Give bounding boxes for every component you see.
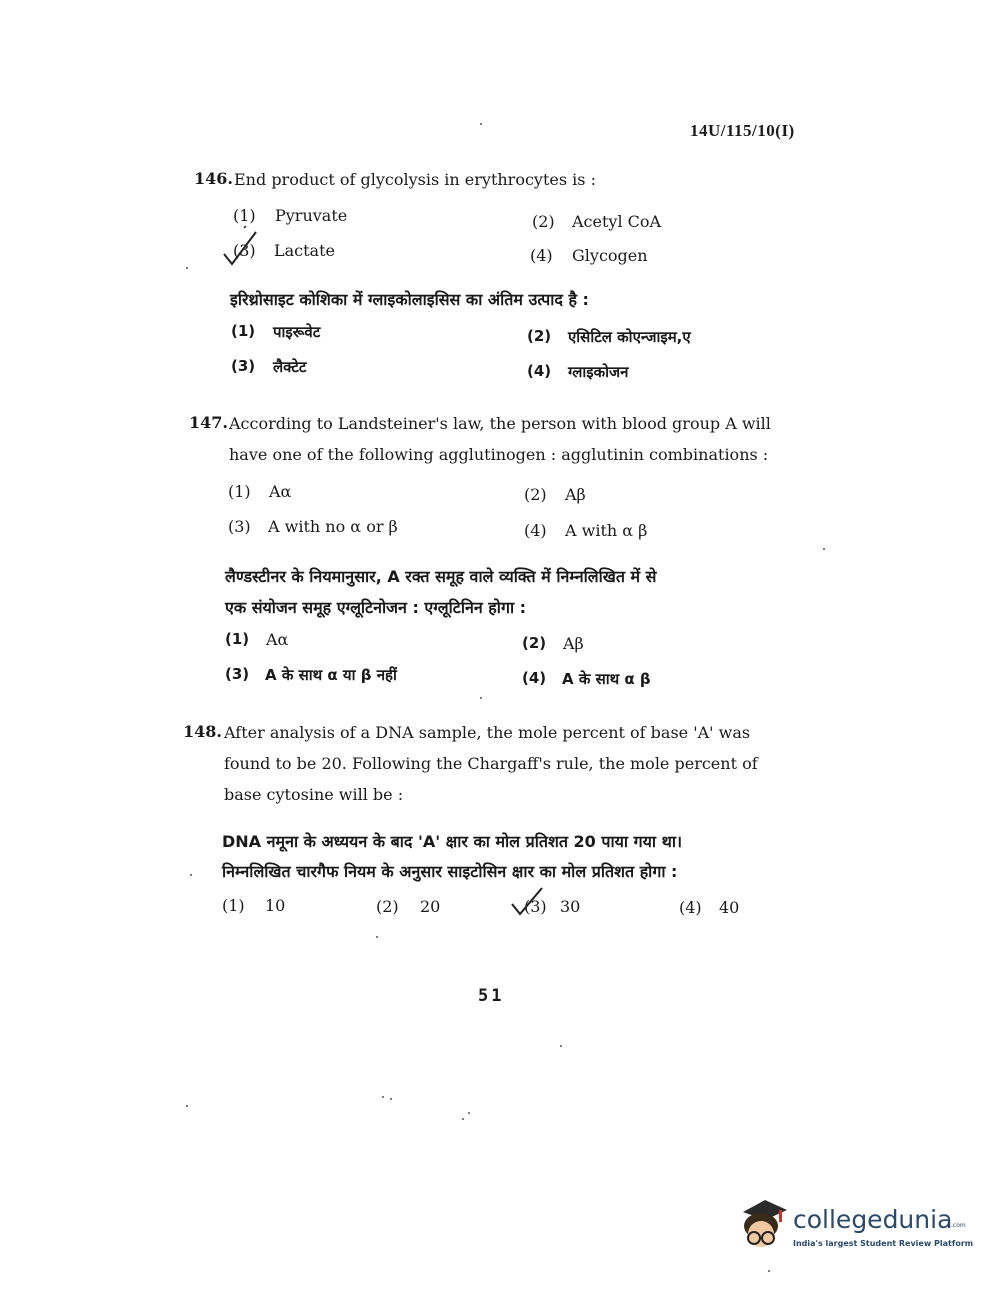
question-text-line: found to be 20. Following the Chargaff's rule, the mole percent of bbox=[224, 754, 758, 773]
question-number: 146. bbox=[194, 169, 233, 188]
question-number: 147. bbox=[189, 413, 228, 432]
question-number: 148. bbox=[183, 722, 222, 741]
logo-name: collegedunia bbox=[793, 1205, 953, 1234]
option-number: (1) bbox=[228, 482, 251, 501]
scan-speck bbox=[190, 874, 192, 876]
option-text: पाइरूवेट bbox=[273, 323, 321, 341]
paper-code: 14U/115/10(I) bbox=[690, 121, 795, 140]
option-number: (4) bbox=[527, 362, 552, 380]
question-text-line: have one of the following agglutinogen : agglutinin combinations : bbox=[229, 445, 769, 464]
option-text: एसिटिल कोएन्जाइम,ए bbox=[568, 328, 691, 346]
option-number: (2) bbox=[532, 212, 555, 231]
option-number: (4) bbox=[679, 898, 702, 917]
option-text: Acetyl CoA bbox=[572, 212, 662, 231]
option-text: 10 bbox=[265, 896, 286, 915]
question-text-hindi-line: DNA नमूना के अध्ययन के बाद 'A' क्षार का मोल प्रतिशत 20 पाया गया था। bbox=[222, 832, 683, 851]
option-number: (4) bbox=[530, 246, 553, 265]
option-text: Aα bbox=[266, 630, 289, 649]
option-number: (3) bbox=[228, 517, 251, 536]
scan-speck bbox=[768, 1270, 770, 1272]
option-text: Aβ bbox=[563, 634, 584, 653]
option-number: (4) bbox=[522, 669, 547, 687]
option-text: 30 bbox=[560, 897, 581, 916]
option-text: Aα bbox=[269, 482, 292, 501]
option-number: (2) bbox=[527, 327, 552, 345]
option-number: (2) bbox=[376, 897, 399, 916]
option-text: A के साथ α β bbox=[562, 670, 651, 688]
answer-tick-mark bbox=[508, 884, 552, 920]
option-number: (1) bbox=[225, 630, 250, 648]
option-number: (3) bbox=[524, 897, 547, 916]
collegedunia-watermark bbox=[735, 1196, 974, 1256]
scan-speck bbox=[376, 936, 378, 938]
scan-speck bbox=[390, 1098, 392, 1100]
option-number: (3) bbox=[225, 665, 250, 683]
option-text: 40 bbox=[719, 898, 740, 917]
logo-com: .com bbox=[951, 1222, 966, 1229]
logo-tagline: India's largest Student Review Platform bbox=[793, 1239, 974, 1248]
option-number: (2) bbox=[524, 485, 547, 504]
scan-speck bbox=[462, 1118, 464, 1120]
question-text: End product of glycolysis in erythrocytes is : bbox=[234, 170, 596, 189]
scan-speck bbox=[382, 1096, 384, 1098]
option-text: Aβ bbox=[565, 485, 586, 504]
option-number: (3) bbox=[231, 357, 256, 375]
option-number: (3) bbox=[233, 241, 256, 260]
option-number: (1) bbox=[233, 206, 256, 225]
option-text: Lactate bbox=[274, 241, 335, 260]
answer-tick-mark bbox=[218, 224, 268, 270]
option-text: A with no α or β bbox=[268, 517, 398, 536]
option-text: Glycogen bbox=[572, 246, 648, 265]
option-number: (1) bbox=[231, 322, 256, 340]
option-number: (4) bbox=[524, 521, 547, 540]
question-text-line: base cytosine will be : bbox=[224, 785, 404, 804]
question-text-line: After analysis of a DNA sample, the mole percent of base 'A' was bbox=[224, 723, 751, 742]
scan-speck bbox=[480, 123, 482, 125]
option-text: A के साथ α या β नहीं bbox=[265, 666, 397, 684]
scan-speck bbox=[468, 1112, 470, 1114]
option-text: Pyruvate bbox=[275, 206, 348, 225]
option-number: (2) bbox=[522, 634, 547, 652]
scan-speck bbox=[186, 1105, 188, 1107]
question-text-line: According to Landsteiner's law, the person with blood group A will bbox=[229, 414, 771, 433]
option-text: A with α β bbox=[565, 521, 648, 540]
scan-speck bbox=[186, 267, 188, 269]
scan-speck bbox=[480, 697, 482, 699]
scan-speck bbox=[823, 548, 825, 550]
question-text-hindi-line: निम्नलिखित चारगैफ नियम के अनुसार साइटोसिन क्षार का मोल प्रतिशत होगा : bbox=[222, 862, 678, 881]
scan-speck bbox=[560, 1045, 562, 1047]
option-text: ग्लाइकोजन bbox=[568, 363, 629, 381]
page-number: 51 bbox=[478, 986, 505, 1006]
question-text-hindi-line: एक संयोजन समूह एग्लूटिनोजन : एग्लूटिनिन होगा : bbox=[225, 598, 527, 617]
question-text-hindi: इरिथ्रोसाइट कोशिका में ग्लाइकोलाइसिस का अंतिम उत्पाद है : bbox=[230, 290, 589, 309]
option-number: (1) bbox=[222, 896, 245, 915]
mascot-icon bbox=[735, 1196, 791, 1256]
option-text: लैक्टेट bbox=[273, 358, 307, 376]
option-text: 20 bbox=[420, 897, 441, 916]
question-text-hindi-line: लैण्डस्टीनर के नियमानुसार, A रक्त समूह वाले व्यक्ति में निम्नलिखित में से bbox=[225, 567, 657, 586]
